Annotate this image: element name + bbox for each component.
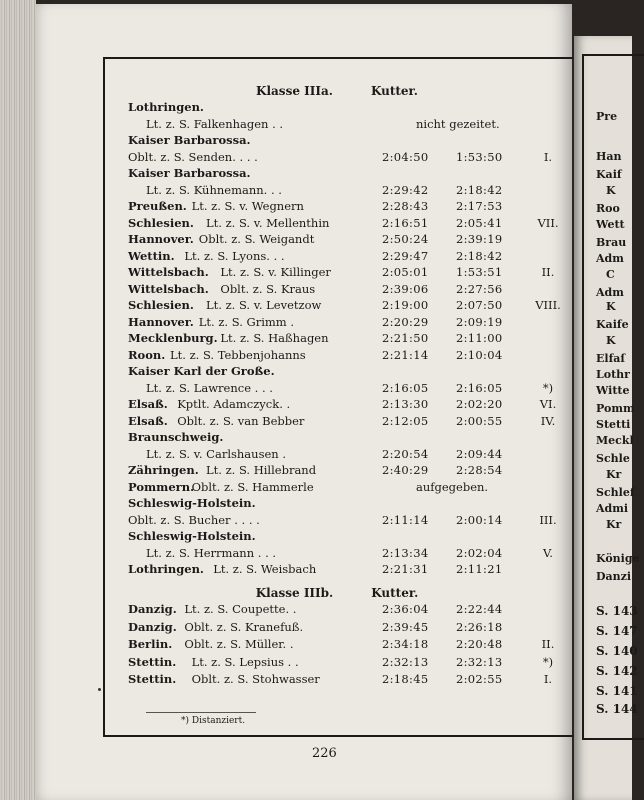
officer-name: Lt. z. S. Haßhagen <box>220 331 329 345</box>
heading-class-iiib <box>106 586 568 600</box>
officer-name: Lt. z. S. Grimm . <box>198 314 294 329</box>
ship-name: Danzig. <box>128 619 177 634</box>
placing: II. <box>541 265 555 279</box>
corrected-time: 2:32:13 <box>456 654 503 669</box>
ship-name: Hannover. <box>128 314 194 329</box>
corrected-time: 2:18:42 <box>456 182 503 197</box>
sailed-time: 2:21:14 <box>382 347 429 362</box>
ship-name: Hannover. <box>128 232 194 246</box>
ship-name: Lothringen. <box>128 562 204 576</box>
ship-name: Kaiser Barbarossa. <box>128 133 251 147</box>
book-page-edges <box>0 0 36 800</box>
officer-name: Lt. z. S. Coupette. . <box>184 602 297 616</box>
facing-page-text: Adm <box>596 286 624 299</box>
table-row <box>128 117 568 133</box>
class-label: Klasse IIIa. <box>256 84 333 98</box>
sailed-time: 2:29:47 <box>382 248 429 263</box>
table-row <box>128 331 568 347</box>
sailed-time: 2:39:45 <box>382 619 429 634</box>
facing-page-text: S. 140 <box>596 644 638 658</box>
facing-page-text: K <box>606 184 616 197</box>
sailed-time: 2:21:50 <box>382 331 429 345</box>
facing-page-text: Adm <box>596 252 624 265</box>
book-page <box>36 4 572 800</box>
ship-name: Danzig. <box>128 602 177 616</box>
officer-name: Lt. z. S. Lawrence . . . <box>146 380 273 395</box>
table-row <box>128 282 568 298</box>
print-speck <box>98 688 101 691</box>
sailed-time: 2:16:51 <box>382 215 429 230</box>
corrected-time: 1:53:51 <box>456 265 503 279</box>
corrected-time: 2:17:53 <box>456 199 503 213</box>
table-row <box>128 199 568 215</box>
corrected-time: 2:22:44 <box>456 602 503 616</box>
facing-page-text: Schle <box>596 452 630 465</box>
corrected-time: 2:10:04 <box>456 347 503 362</box>
sailed-time: 2:50:24 <box>382 232 429 246</box>
table-row <box>128 655 568 671</box>
officer-name: Oblt. z. S. Kraus <box>220 281 316 296</box>
corrected-time: 2:07:50 <box>456 298 503 312</box>
sailed-time: 2:34:18 <box>382 637 429 652</box>
ship-name: Roon. <box>128 347 166 362</box>
sailed-time: 2:20:54 <box>382 446 429 461</box>
sailed-time: 2:21:31 <box>382 562 429 576</box>
officer-name: Kptlt. Adamczyck. . <box>177 397 291 411</box>
officer-name: Lt. z. S. v. Killinger <box>220 265 331 279</box>
corrected-time: 1:53:50 <box>456 149 503 164</box>
facing-page-text: Han <box>596 150 622 163</box>
facing-page-text: Elfaſ <box>596 352 626 365</box>
sailed-time: 2:28:43 <box>382 199 429 213</box>
officer-name: Oblt. z. S. Bucher . . . . <box>128 512 260 527</box>
placing: *) <box>542 654 554 669</box>
sailed-time: 2:13:30 <box>382 397 429 411</box>
table-row <box>128 364 568 380</box>
sailed-time: 2:18:45 <box>382 672 429 687</box>
table-row <box>128 546 568 562</box>
ship-name: Zähringen. <box>128 463 199 477</box>
facing-page-text: Roo <box>596 202 620 215</box>
ship-name: Schlesien. <box>128 298 194 312</box>
table-row <box>128 265 568 281</box>
placing: IV. <box>540 413 556 428</box>
ship-name: Braunschweig. <box>128 430 224 444</box>
placing: *) <box>542 380 554 395</box>
facing-page-text: S. 143 <box>596 604 638 618</box>
sailed-time: 2:04:50 <box>382 149 429 164</box>
facing-page-text: Meckl <box>596 434 634 447</box>
ship-name: Berlin. <box>128 637 173 652</box>
officer-name: Oblt. z. S. Stohwasser <box>191 672 320 687</box>
officer-name: Lt. z. S. v. Levetzow <box>206 298 322 312</box>
result-note: nicht gezeitet. <box>416 116 500 131</box>
sailed-time: 2:20:29 <box>382 314 429 329</box>
table-row <box>128 232 568 248</box>
facing-page-text: K <box>606 300 616 313</box>
corrected-time: 2:09:19 <box>456 314 503 329</box>
ship-name: Preußen. <box>128 199 187 213</box>
officer-name: Oblt. z. S. Müller. . <box>184 637 294 652</box>
ship-name: Wittelsbach. <box>128 265 209 279</box>
ship-name: Elsaß. <box>128 397 168 411</box>
facing-page-text: Pomm <box>596 402 635 415</box>
facing-page-text: Stetti <box>596 418 631 431</box>
facing-page-text: Wett <box>596 218 625 231</box>
facing-page-text: Kaife <box>596 318 629 331</box>
table-row <box>128 249 568 265</box>
sailed-time: 2:12:05 <box>382 413 429 428</box>
corrected-time: 2:11:21 <box>456 562 503 576</box>
sailed-time: 2:40:29 <box>382 463 429 477</box>
corrected-time: 2:00:14 <box>456 512 503 527</box>
facing-page-text: Kaif <box>596 168 622 181</box>
heading-class-iiia <box>106 84 568 98</box>
facing-page-text: K <box>606 334 616 347</box>
placing: VI. <box>539 397 557 411</box>
ship-name: Kaiser Barbarossa. <box>128 166 251 180</box>
sailed-time: 2:11:14 <box>382 512 429 527</box>
facing-page-text: S. 144 <box>596 702 638 716</box>
corrected-time: 2:09:44 <box>456 446 503 461</box>
ship-name: Wittelsbach. <box>128 281 209 296</box>
ship-name: Stettin. <box>128 654 177 669</box>
corrected-time: 2:28:54 <box>456 463 503 477</box>
table-row <box>128 315 568 331</box>
table-row <box>128 100 568 116</box>
officer-name: Oblt. z. S. Senden. . . . <box>128 149 258 164</box>
corrected-time: 2:18:42 <box>456 248 503 263</box>
footnote: *) Distanziert. <box>181 716 246 726</box>
boat-type-label: Kutter. <box>370 84 418 98</box>
placing: VII. <box>537 215 559 230</box>
facing-page-text: Brau <box>596 236 627 249</box>
placing: III. <box>539 512 557 527</box>
sailed-time: 2:13:34 <box>382 545 429 560</box>
facing-page-text: Lothr <box>596 368 630 381</box>
facing-page-text: Admi <box>596 502 629 515</box>
corrected-time: 2:39:19 <box>456 232 503 246</box>
officer-name: Lt. z. S. Herrmann . . . <box>146 545 277 560</box>
officer-name: Oblt. z. S. Weigandt <box>198 232 315 246</box>
table-row <box>128 637 568 653</box>
table-row <box>128 513 568 529</box>
corrected-time: 2:11:00 <box>456 331 503 345</box>
table-row <box>128 620 568 636</box>
table-row <box>128 150 568 166</box>
corrected-time: 2:20:48 <box>456 637 503 652</box>
table-row <box>128 480 568 496</box>
facing-page-text: Danzi <box>596 570 632 583</box>
sailed-time: 2:32:13 <box>382 654 429 669</box>
table-row <box>128 529 568 545</box>
ship-name: Wettin. <box>128 248 175 263</box>
facing-page-text: C <box>606 268 615 281</box>
officer-name: Lt. z. S. Falkenhagen . . <box>146 116 284 131</box>
officer-name: Oblt. z. S. Hammerle <box>191 479 314 494</box>
officer-name: Lt. z. S. Tebbenjohanns <box>170 347 306 362</box>
ship-name: Lothringen. <box>128 100 204 114</box>
placing: II. <box>541 637 555 652</box>
corrected-time: 2:05:41 <box>456 215 503 230</box>
table-row <box>128 183 568 199</box>
sailed-time: 2:05:01 <box>382 265 429 279</box>
officer-name: Lt. z. S. Hillebrand <box>206 463 317 477</box>
officer-name: Lt. z. S. v. Wegnern <box>191 199 304 213</box>
ship-name: Elsaß. <box>128 413 168 428</box>
table-row <box>128 133 568 149</box>
table-row <box>128 496 568 512</box>
corrected-time: 2:02:20 <box>456 397 503 411</box>
ship-name: Schleswig-Holstein. <box>128 529 256 543</box>
placing: I. <box>543 672 553 687</box>
table-row <box>128 298 568 314</box>
facing-page-text: S. 147 <box>596 624 638 638</box>
table-row <box>128 348 568 364</box>
officer-name: Lt. z. S. v. Mellenthin <box>206 215 330 230</box>
facing-page-text: S. 142 <box>596 664 638 678</box>
officer-name: Lt. z. S. Lepsius . . <box>191 654 299 669</box>
facing-page-text: S. 141 <box>596 684 638 698</box>
corrected-time: 2:16:05 <box>456 380 503 395</box>
boat-type-label: Kutter. <box>371 586 419 600</box>
sailed-time: 2:19:00 <box>382 298 429 312</box>
table-row <box>128 381 568 397</box>
ship-name: Schleswig-Holstein. <box>128 496 256 510</box>
corrected-time: 2:27:56 <box>456 281 503 296</box>
officer-name: Lt. z. S. Lyons. . . <box>184 248 285 263</box>
table-row <box>128 166 568 182</box>
table-row <box>128 447 568 463</box>
corrected-time: 2:00:55 <box>456 413 503 428</box>
table-row <box>128 562 568 578</box>
sailed-time: 2:36:04 <box>382 602 429 616</box>
officer-name: Lt. z. S. Kühnemann. . . <box>146 182 282 197</box>
corrected-time: 2:26:18 <box>456 619 503 634</box>
facing-page-text: Kr <box>606 518 622 531</box>
placing: V. <box>543 545 553 560</box>
facing-page-text: Könige <box>596 552 640 565</box>
sailed-time: 2:39:06 <box>382 281 429 296</box>
ship-name: Stettin. <box>128 672 177 687</box>
corrected-time: 2:02:55 <box>456 672 503 687</box>
facing-page-text: Witte <box>596 384 630 397</box>
table-row <box>128 397 568 413</box>
officer-name: Oblt. z. S. Kranefuß. <box>184 619 304 634</box>
ship-name: Mecklenburg. <box>128 331 218 345</box>
sailed-time: 2:29:42 <box>382 182 429 197</box>
table-row <box>128 672 568 688</box>
ship-name: Pommern. <box>128 479 195 494</box>
facing-page-text: Pre <box>596 110 618 123</box>
footnote-rule <box>146 712 256 713</box>
facing-page-text: Schlef <box>596 486 635 499</box>
ship-name: Kaiser Karl der Große. <box>128 364 275 378</box>
ship-name: Schlesien. <box>128 215 194 230</box>
result-note: aufgegeben. <box>416 479 489 494</box>
officer-name: Lt. z. S. Weisbach <box>213 562 317 576</box>
corrected-time: 2:02:04 <box>456 545 503 560</box>
placing: VIII. <box>535 298 561 312</box>
page-number: 226 <box>312 746 337 761</box>
officer-name: Oblt. z. S. van Bebber <box>177 413 305 428</box>
table-row <box>128 463 568 479</box>
officer-name: Lt. z. S. v. Carlshausen . <box>146 446 286 461</box>
placing: I. <box>543 149 553 164</box>
table-row <box>128 216 568 232</box>
table-row <box>128 430 568 446</box>
facing-page-text: Kr <box>606 468 622 481</box>
table-row <box>128 414 568 430</box>
table-row <box>128 602 568 618</box>
sailed-time: 2:16:05 <box>382 380 429 395</box>
class-label: Klasse IIIb. <box>255 586 334 600</box>
